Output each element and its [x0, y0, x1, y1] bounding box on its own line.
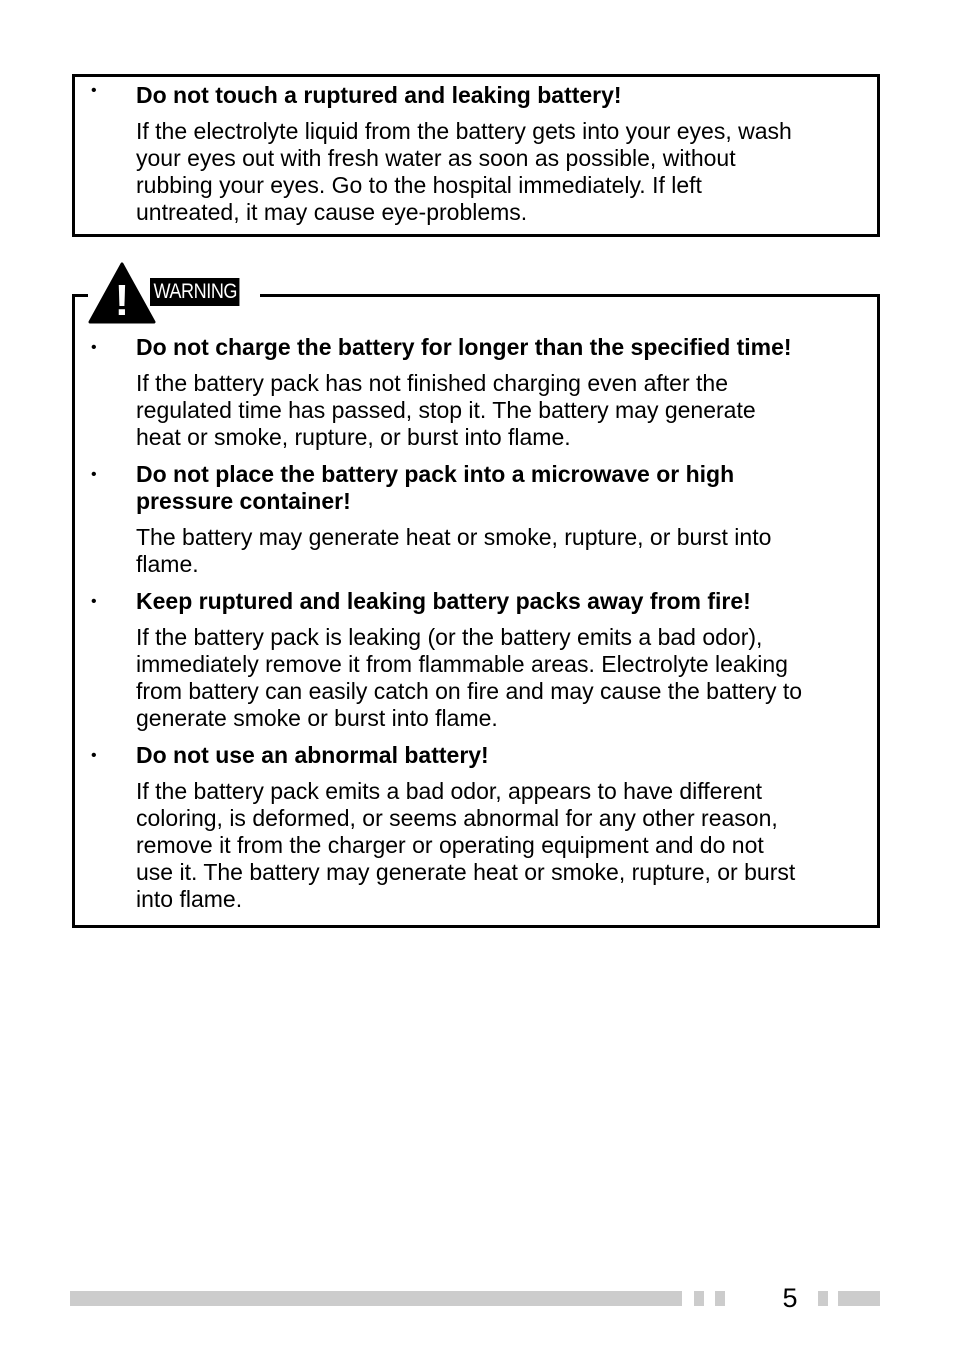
footer-square [818, 1291, 828, 1306]
exclamation-mark: ! [114, 276, 130, 324]
bullet: • [91, 339, 97, 356]
item-body: If the electrolyte liquid from the battery gets into your eyes, wash your eyes out with fresh water as soon as possible, without rubbing your eyes. Go to the hospital immediately. If left untreated, it may cause eye-problems. [136, 118, 792, 225]
footer-bar [70, 1291, 682, 1306]
bullet: • [91, 466, 97, 483]
item-heading: Do not place the battery pack into a microwave or high pressure container! [136, 461, 735, 514]
warning-tag: WARNING [150, 278, 240, 306]
warning-item-4 [75, 742, 877, 913]
warning-item-2 [75, 461, 877, 578]
warning-triangle-icon [88, 262, 156, 324]
warning-items [75, 297, 877, 913]
item-heading: Keep ruptured and leaking battery packs away from fire! [136, 588, 751, 614]
footer-square [694, 1291, 704, 1306]
item-body: If the battery pack is leaking (or the battery emits a bad odor), immediately remove it from flammable areas. Electrolyte leaking from battery can easily catch on fire and may cause the battery to generate smoke or burst into flame. [136, 624, 803, 731]
item-body: If the battery pack emits a bad odor, appears to have different coloring, is deformed, or seems abnormal for any other reason, remove it from the charger or operating equipment and do not use it. The battery may generate heat or smoke, rupture, or burst into flame. [136, 778, 796, 912]
warning-item-1 [75, 334, 877, 451]
page-footer [0, 1283, 954, 1314]
item-heading: Do not touch a ruptured and leaking battery! [136, 82, 622, 108]
bullet: • [91, 82, 97, 99]
item-body: The battery may generate heat or smoke, rupture, or burst into flame. [136, 524, 772, 577]
item-body: If the battery pack has not finished charging even after the regulated time has passed, stop it. The battery may generate heat or smoke, rupture, or burst into flame. [136, 370, 756, 450]
footer-square [715, 1291, 725, 1306]
bullet: • [91, 747, 97, 764]
caution-item-1 [75, 77, 877, 226]
warning-box [72, 294, 880, 928]
item-heading: Do not use an abnormal battery! [136, 742, 489, 768]
item-heading: Do not charge the battery for longer than the specified time! [136, 334, 792, 360]
bullet: • [91, 593, 97, 610]
warning-label [88, 262, 260, 326]
warning-item-3 [75, 588, 877, 732]
footer-bar [838, 1291, 880, 1306]
caution-box [72, 74, 880, 237]
page-number: 5 [782, 1283, 798, 1313]
